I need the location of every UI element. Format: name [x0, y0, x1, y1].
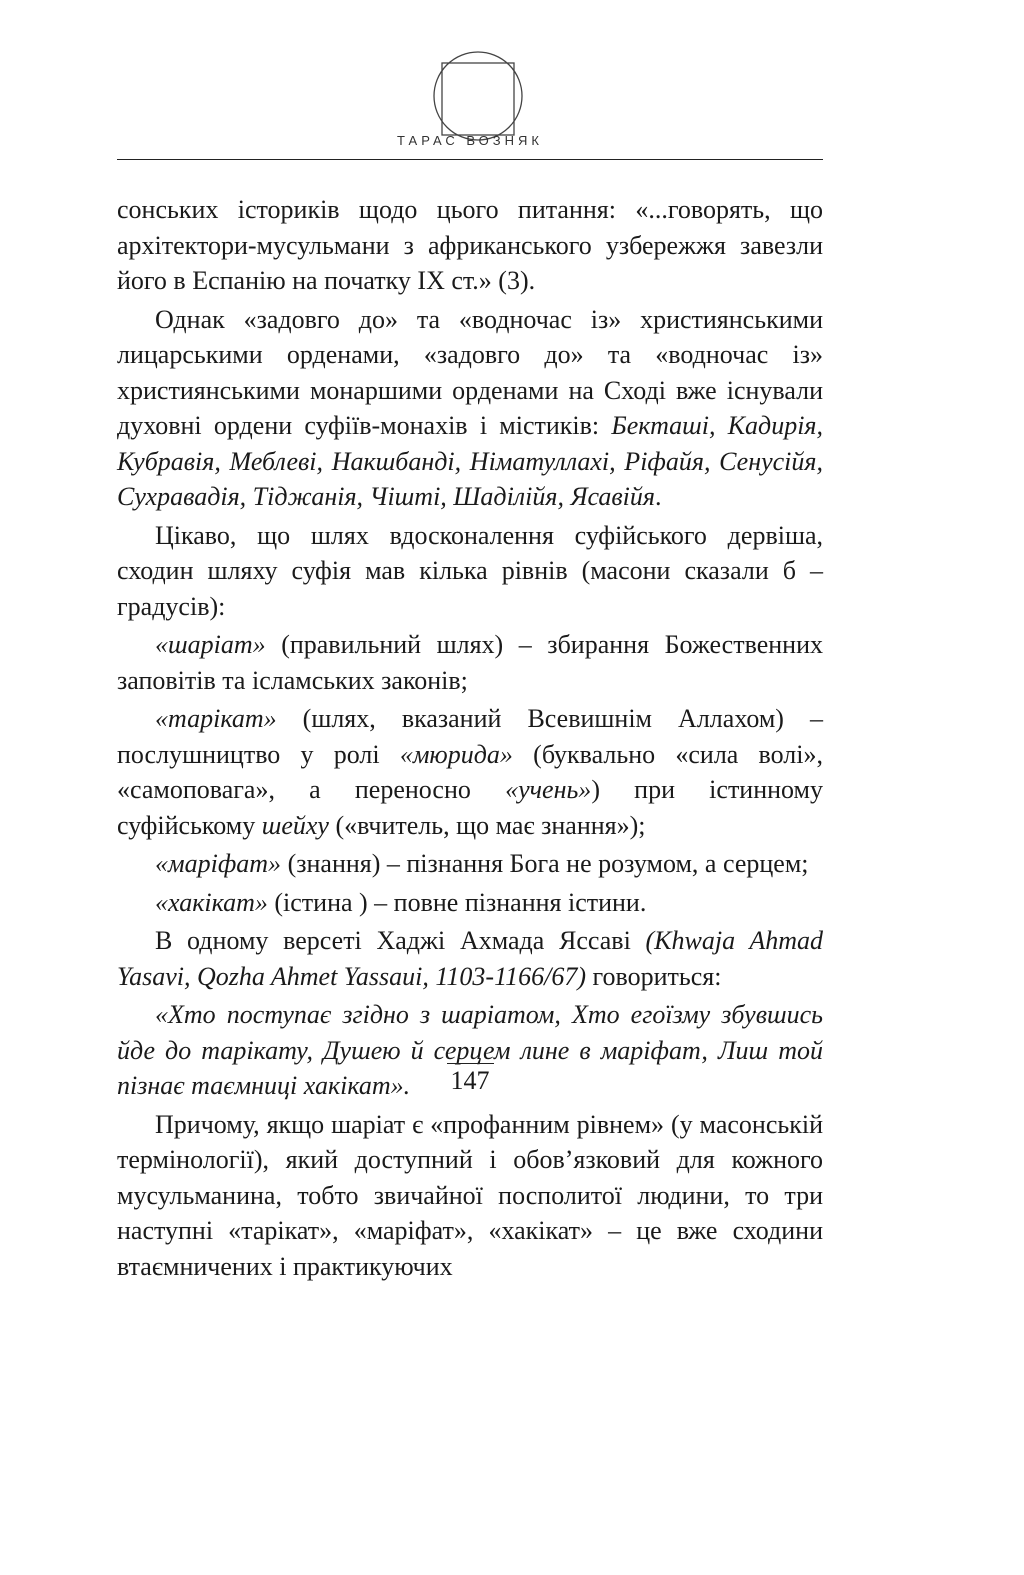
- body-text: [117, 192, 823, 1287]
- circle-square-emblem-icon: [432, 50, 524, 142]
- paragraph-yassavi: В одному версеті Хаджі Ахмада Яссаві (Khwaja Ahmad Yasavi, Qozha Ahmet Yassaui, 1103-1166/67) говориться:: [117, 926, 823, 991]
- stage-shariat: «шаріат» (правильний шлях) – збирання Божественних заповітів та ісламських законів;: [117, 630, 823, 695]
- paragraph-1: сонських істориків щодо цього питання: «...говорять, що архітектори-мусульмани з африканського узбережжя завезли його в Еспанію на початку ІХ ст.» (3).: [117, 195, 823, 295]
- sufi-orders-list: Бекташі, Кадирія, Кубравія, Меблеві, Накшбанді, Німатуллахі, Ріфайя, Сенусійя, Сухравадія, Тіджанія, Чішті, Шаділійя, Ясавійя: [117, 411, 823, 511]
- stage-tarikat: «тарікат» (шлях, вказаний Всевишнім Аллахом) – послушництво у ролі «мюрида» (буквально «сила волі», «самоповага», а переносно «учень») при істинному суфійському шейху («вчитель, що має знання»);: [117, 704, 824, 840]
- stage-marifat: «маріфат» (знання) – пізнання Бога не розумом, а серцем;: [155, 849, 809, 878]
- verse-quote: «Хто поступає згідно з шаріатом, Хто егоїзму збувшись йде до тарікату, Душею й серцем лине в маріфат, Лиш той пізнає таємниці хакікат».: [117, 1000, 823, 1100]
- running-head-author: ТАРАС ВОЗНЯК: [397, 133, 543, 148]
- paragraph-3: Цікаво, що шлях вдосконалення суфійського дервіша, сходин шляху суфія мав кілька рівнів (масони сказали б – градусів):: [117, 520, 823, 621]
- page-number: 147: [117, 1066, 823, 1096]
- header-rule: [117, 159, 823, 160]
- stage-hakikat: «хакікат» (істина ) – повне пізнання істини.: [155, 887, 647, 917]
- paragraph-2: Однак «задовго до» та «водночас із» християнськими лицарськими орденами, «задовго до» та «водночас із» християнськими монаршими орденами на Сході вже існували духовні ордени суфіїв-монахів і містиків: Бекташі, Кадирія, Кубравія, Меблеві, Накшбанді, Німатуллахі, Ріфайя, Сенусійя, Сухравадія, Тіджанія, Чішті, Шаділійя, Ясавійя.: [117, 304, 823, 511]
- paragraph-9: Причому, якщо шаріат є «профанним рівнем» (у масонській термінології), який доступний і обов’язковий для кожного мусульманина, тобто звичайної посполитої людини, то три наступні «тарікат», «маріфат», «хакікат» – це вже сходини втаємничених і практикуючих: [117, 1109, 823, 1281]
